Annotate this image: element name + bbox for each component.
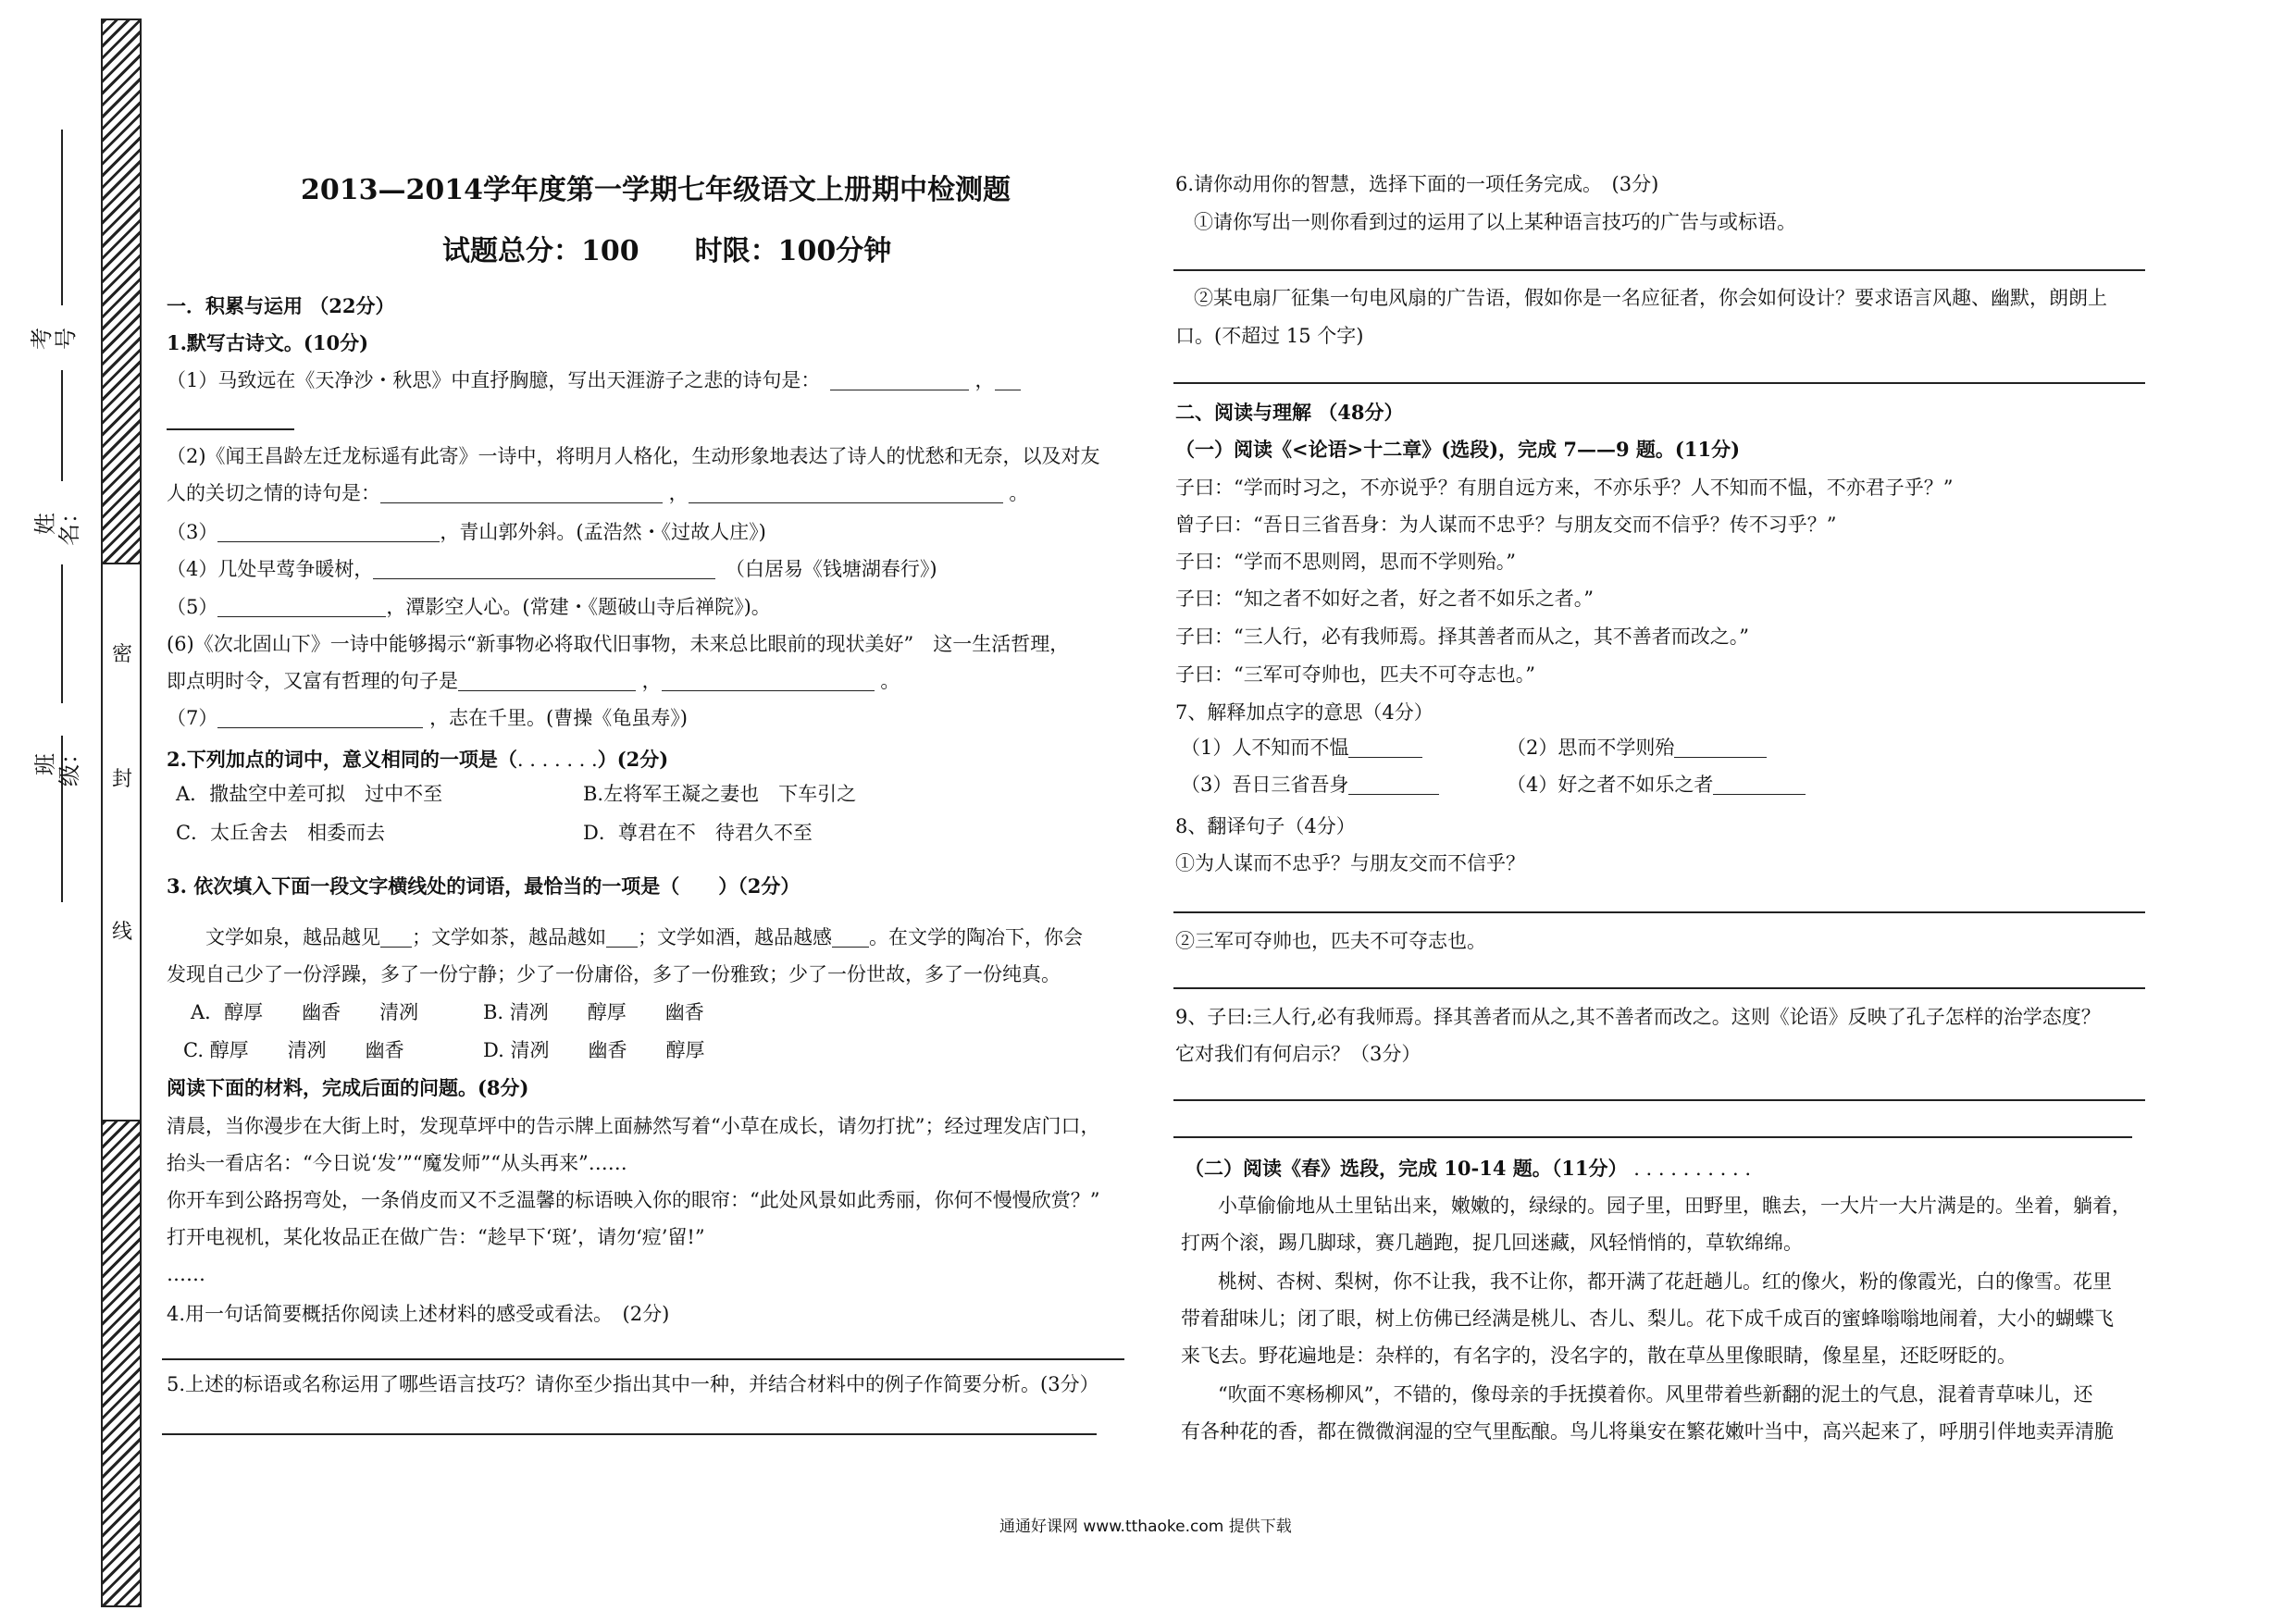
part-1-heading: （一）阅读《<论语>十二章》(选段)，完成 7——9 题。(11分) — [1175, 438, 1741, 461]
exam-subtitle: 试题总分：100 时限：100分钟 — [442, 235, 892, 267]
q6-1-answer-line[interactable] — [1173, 269, 2145, 271]
q7-item-1: （1）人不知而不愠 — [1181, 736, 1422, 760]
q1-3: （3） ，青山郭外斜。(孟浩然・《过故人庄》) — [167, 521, 766, 543]
q1-6-line1: (6)《次北固山下》一诗中能够揭示“新事物必将取代旧事物，未来总比眼前的现状美好” 这一生活哲理， — [167, 633, 1070, 655]
q2-option-c: C．太丘舍去 相委而去 — [176, 822, 386, 844]
binding-hatch-bottom — [101, 1120, 142, 1607]
q3-option-a: A．醇厚 幽香 清冽 — [191, 1001, 419, 1023]
q1-heading: 1.默写古诗文。(10分) — [167, 331, 369, 354]
q3-passage-line1: 文学如泉，越品越见 ；文学如茶，越品越如 ；文学如酒，越品越感 。在文学的陶冶下，你会 — [205, 926, 1083, 948]
chun-line2: 打两个滚，踢几脚球，赛几趟跑，捉几回迷藏，风轻悄悄的，草软绵绵。 — [1181, 1232, 1803, 1254]
q6-option-2-line1: ②某电扇厂征集一句电风扇的广告语，假如你是一名应征者，你会如何设计？要求语言风趣、幽默，朗朗上 — [1194, 287, 2107, 309]
q1-2-line2: 人的关切之情的诗句是： ， 。 — [167, 482, 1029, 504]
q2-option-a: A．撒盐空中差可拟 过中不至 — [176, 783, 443, 805]
q1-1-answer-line[interactable] — [167, 428, 294, 430]
chun-line1: 小草偷偷地从土里钻出来，嫩嫩的，绿绿的。园子里，田野里，瞧去，一大片一大片满是的。坐着，躺着， — [1218, 1195, 2131, 1217]
q8-heading: 8、翻译句子（4分） — [1175, 815, 1356, 837]
q3-passage-line2: 发现自己少了一份浮躁，多了一份宁静；少了一份庸俗，多了一份雅致；少了一份世故，多了一份纯真。 — [167, 963, 1061, 985]
chun-line7: 有各种花的香，都在微微润湿的空气里酝酿。鸟儿将巢安在繁花嫩叶当中，高兴起来了，呼朋引伴地卖弄清脆 — [1181, 1420, 2114, 1443]
q3-heading: 3. 依次填入下面一段文字横线处的词语，最恰当的一项是（ ）（2分） — [167, 874, 800, 898]
q7-item-3: （3）吾日三省吾身 — [1181, 773, 1439, 797]
name-label: 姓名： — [32, 502, 82, 546]
chun-line5: 来飞去。野花遍地是：杂样的，有名字的，没名字的，散在草丛里像眼睛，像星星，还眨呀眨的。 — [1181, 1344, 2017, 1367]
q8-2-answer-line[interactable] — [1173, 987, 2145, 989]
binding-hatch-top — [101, 19, 142, 564]
chun-line4: 带着甜味儿；闭了眼，树上仿佛已经满是桃儿、杏儿、梨儿。花下成千成百的蜜蜂嗡嗡地闹着，大小的蝴蝶飞 — [1181, 1307, 2114, 1330]
q8-1-answer-line[interactable] — [1173, 911, 2145, 913]
footer-source: 通通好课网 www.tthaoke.com 提供下载 — [999, 1518, 1292, 1536]
section-1-heading: 一．积累与运用 （22分） — [167, 294, 395, 317]
q5-answer-line[interactable] — [162, 1433, 1097, 1435]
q9-line1: 9、子曰:三人行,必有我师焉。择其善者而从之,其不善者而改之。这则《论语》反映了孔子怎样的治学态度？ — [1175, 1006, 2101, 1028]
q1-1: （1）马致远在《天净沙・秋思》中直抒胸臆，写出天涯游子之悲的诗句是： ， — [167, 368, 1021, 392]
q6-option-2-line2: 口。(不超过 15 个字) — [1175, 325, 1364, 347]
q9-answer-line-1[interactable] — [1173, 1099, 2145, 1101]
class-label: 班级： — [32, 742, 82, 787]
q2-option-b: B.左将军王凝之妻也 下车引之 — [583, 783, 857, 805]
q3-option-c: C. 醇厚 清冽 幽香 — [183, 1039, 404, 1061]
q6-2-answer-line[interactable] — [1173, 382, 2145, 384]
q5: 5.上述的标语或名称运用了哪些语言技巧？请你至少指出其中一种，并结合材料中的例子作简要分析。(3分） — [167, 1373, 1099, 1395]
q6: 6.请你动用你的智慧，选择下面的一项任务完成。 (3分) — [1175, 173, 1659, 195]
lunyu-line2: 曾子曰：“吾日三省吾身：为人谋而不忠乎？与朋友交而不信乎？传不习乎？” — [1175, 514, 1837, 536]
q2-option-d: D．尊君在不 待君久不至 — [583, 822, 813, 844]
exam-no-label: 考号 — [29, 328, 79, 350]
section-2-heading: 二、阅读与理解 （48分） — [1175, 401, 1404, 424]
material-line1: 清晨，当你漫步在大街上时，发现草坪中的告示牌上面赫然写着“小草在成长，请勿打扰”；经过理发店门口， — [167, 1115, 1100, 1137]
q9-answer-line-2[interactable] — [1173, 1136, 2132, 1138]
material-line4: 打开电视机，某化妆品正在做广告：“趁早下‘斑’，请勿‘痘’留!” — [167, 1226, 705, 1248]
lunyu-line3: 子曰：“学而不思则罔，思而不学则殆。” — [1175, 551, 1516, 573]
material-line3: 你开车到公路拐弯处，一条俏皮而又不乏温馨的标语映入你的眼帘：“此处风景如此秀丽，你何不慢慢欣赏？” — [167, 1189, 1100, 1211]
part-2-heading: （二）阅读《春》选段，完成 10-14 题。（11分） . . . . . . . . . . — [1185, 1157, 1752, 1180]
seal-char-mi: 密 — [111, 643, 132, 666]
q1-4: （4）几处早莺争暖树， （白居易《钱塘湖春行》) — [167, 558, 937, 580]
q7-item-4: （4）好之者不如乐之者 — [1507, 773, 1806, 797]
q4-answer-line[interactable] — [162, 1358, 1124, 1360]
lunyu-line5: 子曰：“三人行，必有我师焉。择其善者而从之，其不善者而改之。” — [1175, 626, 1749, 648]
q4: 4.用一句话简要概括你阅读上述材料的感受或看法。 (2分) — [167, 1303, 670, 1325]
seal-char-feng: 封 — [111, 768, 132, 791]
q7-item-2: （2）思而不学则殆 — [1507, 736, 1767, 760]
q9-line2: 它对我们有何启示？（3分） — [1175, 1043, 1421, 1065]
lunyu-line4: 子曰：“知之者不如好之者，好之者不如乐之者。” — [1175, 588, 1594, 610]
name-line — [61, 370, 63, 481]
q8-sentence-1: ①为人谋而不忠乎？与朋友交而不信乎？ — [1175, 852, 1525, 874]
q1-2-line1: （2)《闻王昌龄左迁龙标遥有此寄》一诗中，将明月人格化，生动形象地表达了诗人的忧愁和无奈，以及对友 — [167, 445, 1100, 467]
material-ellipsis: …… — [167, 1263, 205, 1285]
reading-material-heading: 阅读下面的材料，完成后面的问题。(8分) — [167, 1076, 529, 1099]
lunyu-line1: 子曰：“学而时习之，不亦说乎？有朋自远方来，不亦乐乎？人不知而不愠，不亦君子乎？” — [1175, 477, 1954, 499]
q3-option-d: D. 清冽 幽香 醇厚 — [483, 1039, 705, 1061]
seal-char-xian: 线 — [111, 921, 132, 944]
chun-line3: 桃树、杏树、梨树，你不让我，我不让你，都开满了花赶趟儿。红的像火，粉的像霞光，白的像雪。花里 — [1218, 1270, 2112, 1293]
name-line-lower — [61, 564, 63, 703]
q1-6-line2: 即点明时令，又富有哲理的句子是 ， 。 — [167, 670, 900, 692]
exam-title: 2013—2014学年度第一学期七年级语文上册期中检测题 — [301, 174, 1011, 206]
q1-7: （7） ，志在千里。(曹操《龟虽寿》) — [167, 707, 688, 729]
q7-heading: 7、解释加点字的意思（4分） — [1175, 701, 1433, 724]
q2-heading: 2.下列加点的词中，意义相同的一项是（. . . . . . .）(2分) — [167, 748, 669, 771]
q8-sentence-2: ②三军可夺帅也，匹夫不可夺志也。 — [1175, 930, 1486, 952]
chun-line6: “吹面不寒杨柳风”，不错的，像母亲的手抚摸着你。风里带着些新翻的泥土的气息，混着青草味儿，还 — [1218, 1383, 2093, 1406]
q6-option-1: ①请你写出一则你看到过的运用了以上某种语言技巧的广告与或标语。 — [1194, 211, 1796, 233]
q3-option-b: B. 清冽 醇厚 幽香 — [483, 1001, 704, 1023]
q1-5: （5） ，潭影空人心。(常建・《题破山寺后禅院》)。 — [167, 596, 771, 618]
lunyu-line6: 子曰：“三军可夺帅也，匹夫不可夺志也。” — [1175, 663, 1535, 686]
material-line2: 抬头一看店名：“今日说‘发’”“魔发师”“从头再来”…… — [167, 1152, 627, 1174]
exam-no-line — [61, 130, 63, 305]
